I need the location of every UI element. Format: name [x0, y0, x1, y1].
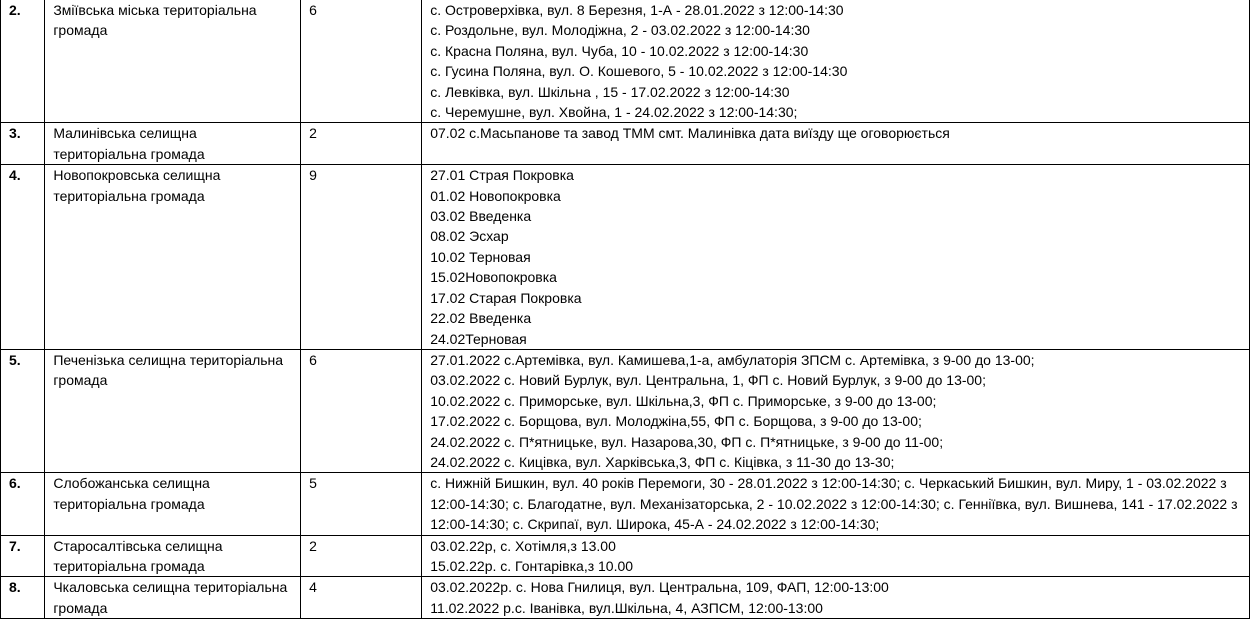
- table-row: [1, 0, 1250, 123]
- community-name: Зміївська міська територіальна громада: [45, 0, 301, 123]
- schedule-line: 01.02 Новопокровка: [430, 187, 561, 204]
- visit-count: 9: [301, 165, 422, 350]
- visit-count: 4: [301, 577, 422, 619]
- schedule-line: 08.02 Эсхар: [430, 228, 509, 245]
- visit-count: 5: [301, 473, 422, 535]
- schedule-line: 11.02.2022 р.с. Іванівка, вул.Шкільна, 4, АЗПСМ, 12:00-13:00: [430, 599, 823, 616]
- schedule-text: с. Нижній Бишкин, вул. 40 років Перемоги, 30 - 28.01.2022 з 12:00-14:30; с. Черкаський Бишкин, вул. Миру, 1 - 03.02.2022 з 12:00-14:30; с. Благодатне, вул. Механізаторська, 2 - 10.02.2022 з 12:00-14:30; с. Генніївка, вул. Вишнева, 141 - 17.02.2022 з 12:00-14:30; с. Скрипаї, вул. Широка, 45-А - 24.02.2022 з 12:00-14:30;: [430, 475, 1238, 533]
- schedule-line: с. Островерхівка, вул. 8 Березня, 1-А - 28.01.2022 з 12:00-14:30: [430, 2, 844, 18]
- table-row: [1, 577, 1250, 619]
- schedule-line: с. Роздольне, вул. Молодіжна, 2 - 03.02.2022 з 12:00-14:30: [430, 22, 810, 39]
- table-row: [1, 349, 1250, 472]
- schedule-line: 22.02 Введенка: [430, 310, 532, 327]
- visit-count: 2: [301, 123, 422, 165]
- schedule-line: 27.01 Страя Покровка: [430, 167, 574, 184]
- schedule-line: 17.02.2022 с. Борщова, вул. Молоджіна,55, ФП с. Борщова, з 9-00 до 13-00;: [430, 413, 922, 430]
- visit-schedule: [422, 473, 1250, 535]
- schedule-line: 03.02 Введенка: [430, 208, 532, 225]
- community-name: Чкаловська селищна територіальна громада: [45, 577, 301, 619]
- schedule-line: с. Черемушне, вул. Хвойна, 1 - 24.02.2022 з 12:00-14:30;: [430, 104, 798, 121]
- community-name: Старосалтівська селищна територіальна громада: [45, 535, 301, 577]
- schedule-line: с. Левківка, вул. Шкільна , 15 - 17.02.2022 з 12:00-14:30: [430, 83, 790, 100]
- row-number: 5.: [1, 349, 45, 472]
- schedule-line: 10.02 Терновая: [430, 248, 531, 265]
- row-number: 3.: [1, 123, 45, 165]
- visit-schedule: [422, 535, 1250, 577]
- table-row: [1, 473, 1250, 535]
- schedule-line: 24.02Терновая: [430, 330, 527, 347]
- community-name: Малинівська селищна територіальна громада: [45, 123, 301, 165]
- table-row: [1, 165, 1250, 350]
- visit-schedule: [422, 577, 1250, 619]
- schedule-line: 03.02.2022р. с. Нова Гнилиця, вул. Центральна, 109, ФАП, 12:00-13:00: [430, 579, 889, 596]
- row-number: 7.: [1, 535, 45, 577]
- schedule-line: 10.02.2022 с. Приморське, вул. Шкільна,3, ФП с. Приморське, з 9-00 до 13-00;: [430, 392, 937, 409]
- row-number: 4.: [1, 165, 45, 350]
- schedule-line: с. Гусина Поляна, вул. О. Кошевого, 5 - 10.02.2022 з 12:00-14:30: [430, 63, 848, 80]
- visit-schedule: [422, 0, 1250, 123]
- schedule-line: 24.02.2022 с. П*ятницьке, вул. Назарова,30, ФП с. П*ятницьке, з 9-00 до 11-00;: [430, 433, 944, 450]
- row-number: 2.: [1, 0, 45, 123]
- visit-count: 2: [301, 535, 422, 577]
- schedule-line: 24.02.2022 с. Кицівка, вул. Харківська,3, ФП с. Кіцівка, з 11-30 до 13-30;: [430, 453, 895, 470]
- visit-schedule: [422, 349, 1250, 472]
- schedule-line: 03.02.22р, с. Хотімля,з 13.00: [430, 537, 616, 554]
- row-number: 6.: [1, 473, 45, 535]
- visit-count: 6: [301, 0, 422, 123]
- community-name: Печенізька селищна територіальна громада: [45, 349, 301, 472]
- schedule-line: с. Красна Поляна, вул. Чуба, 10 - 10.02.2022 з 12:00-14:30: [430, 42, 809, 59]
- schedule-line: 15.02Новопокровка: [430, 269, 557, 286]
- visit-count: 6: [301, 349, 422, 472]
- schedule-line: 07.02 с.Масьпанове та завод ТММ смт. Малинівка дата виїзду ще оговорюється: [430, 125, 950, 142]
- row-number: 8.: [1, 577, 45, 619]
- table-row: [1, 535, 1250, 577]
- schedule-line: 17.02 Старая Покровка: [430, 289, 582, 306]
- community-name: Новопокровська селищна територіальна громада: [45, 165, 301, 350]
- table-row: [1, 123, 1250, 165]
- visit-schedule: [422, 165, 1250, 350]
- community-name: Слобожанська селищна територіальна громада: [45, 473, 301, 535]
- schedule-line: 15.02.22р. с. Гонтарівка,з 10.00: [430, 557, 634, 574]
- visit-schedule: [422, 123, 1250, 165]
- schedule-line: 27.01.2022 с.Артемівка, вул. Камишева,1-а, амбулаторія ЗПСМ с. Артемівка, з 9-00 до 13-00;: [430, 351, 1035, 368]
- schedule-line: 03.02.2022 с. Новий Бурлук, вул. Центральна, 1, ФП с. Новий Бурлук, з 9-00 до 13-00;: [430, 372, 986, 389]
- schedule-table-body: [1, 0, 1250, 619]
